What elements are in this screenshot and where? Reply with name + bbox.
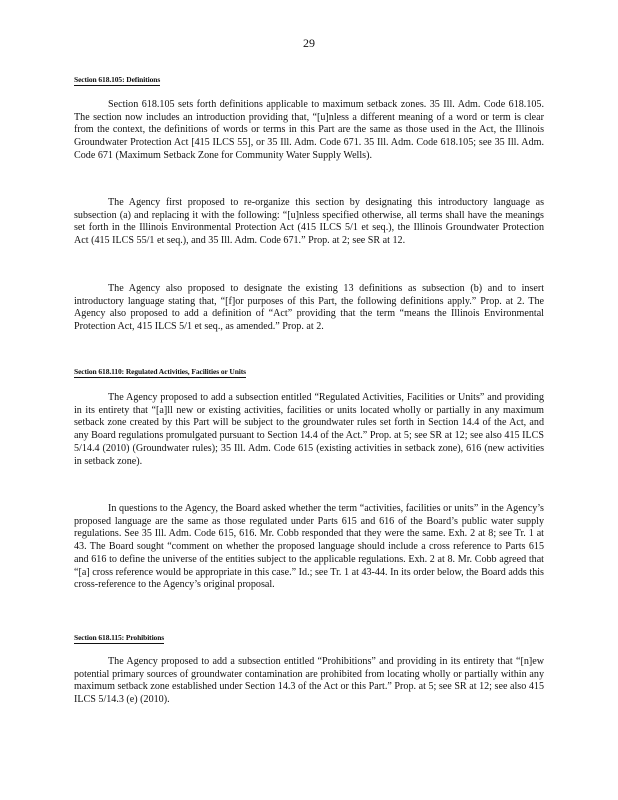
paragraph: The Agency proposed to add a subsection entitled “Prohibitions” and providing in its entirety that “[n]ew potential primary sources of groundwater contamination are prohibited from locating wholly or partially within any maximum setback zone established under Section 14.3 of the Act or this Part.” Prop. at 5; see SR at 12; see also 415 ILCS 5/14.3 (e) (2010). xyxy=(74,656,544,706)
section-heading-618-115: Section 618.115: Prohibitions xyxy=(74,633,165,642)
paragraph: The Agency proposed to add a subsection entitled “Regulated Activities, Facilities or Units” and providing in its entirety that “[a]ll new or existing activities, facilities or units located wholly or partially in any maximum setback zone created by this Part will be subject to the groundwater rules set forth in Section 14.4 of the Act, and any Board regulations promulgated pursuant to Section 14.4 of the Act.” Prop. at 5; see SR at 12; see also 415 ILCS 5/14.4 (2010) (Groundwater rules); 35 Ill. Adm. Code 615 (existing activities in setback zone), 616 (new activities in setback zone). xyxy=(74,392,544,467)
paragraph: The Agency also proposed to designate the existing 13 definitions as subsection (b) and to insert introductory language stating that, “[f]or purposes of this Part, the following definitions apply.” Prop. at 2. The Agency also proposed to add a definition of “Act” providing that the term “means the Illinois Environmental Protection Act, 415 ILCS 5/1 et seq., as amended.” Prop. at 2. xyxy=(74,283,544,333)
paragraph: The Agency first proposed to re-organize this section by designating this introductory language as subsection (a) and replacing it with the following: “[u]nless specified otherwise, all terms shall have the meanings set forth in the Illinois Environmental Protection Act (415 ILCS 5/1 et seq.), the Illinois Groundwater Protection Act (415 ILCS 55/1 et seq.), and 35 Ill. Adm. Code 671.” Prop. at 2; see SR at 12. xyxy=(74,197,544,247)
paragraph: Section 618.105 sets forth definitions applicable to maximum setback zones. 35 Ill. Adm. Code 618.105. The section now includes an introduction providing that, “[u]nless a different meaning of a word or term is clear from the context, the definitions of words or terms in this Part are the same as those used in the Act, the Illinois Groundwater Protection Act [415 ILCS 55], or 35 Ill. Adm. Code 671. 35 Ill. Adm. Code 618.105; see 35 Ill. Adm. Code 671 (Maximum Setback Zone for Community Water Supply Wells). xyxy=(74,99,544,161)
page-number: 29 xyxy=(303,36,315,50)
section-heading-618-110: Section 618.110: Regulated Activities, Facilities or Units xyxy=(74,367,246,376)
paragraph: In questions to the Agency, the Board asked whether the term “activities, facilities or units” in the Agency’s proposed language are the same as those regulated under Parts 615 and 616 of the Board’s public water supply regulations. See 35 Ill. Adm. Code 615, 616. Mr. Cobb responded that they were the same. Exh. 2 at 8; see Tr. 1 at 43. The Board sought “comment on whether the proposed language should include a cross reference to Parts 615 and 616 to define the universe of the entities subject to the applicable regulations. Exh. 2 at 8. Mr. Cobb agreed that “[a] cross reference would be appropriate in this case.” Id.; see Tr. 1 at 43-44. In its order below, the Board adds this cross-reference to the Agency’s original proposal. xyxy=(74,503,544,591)
section-heading-618-105: Section 618.105: Definitions xyxy=(74,75,161,84)
